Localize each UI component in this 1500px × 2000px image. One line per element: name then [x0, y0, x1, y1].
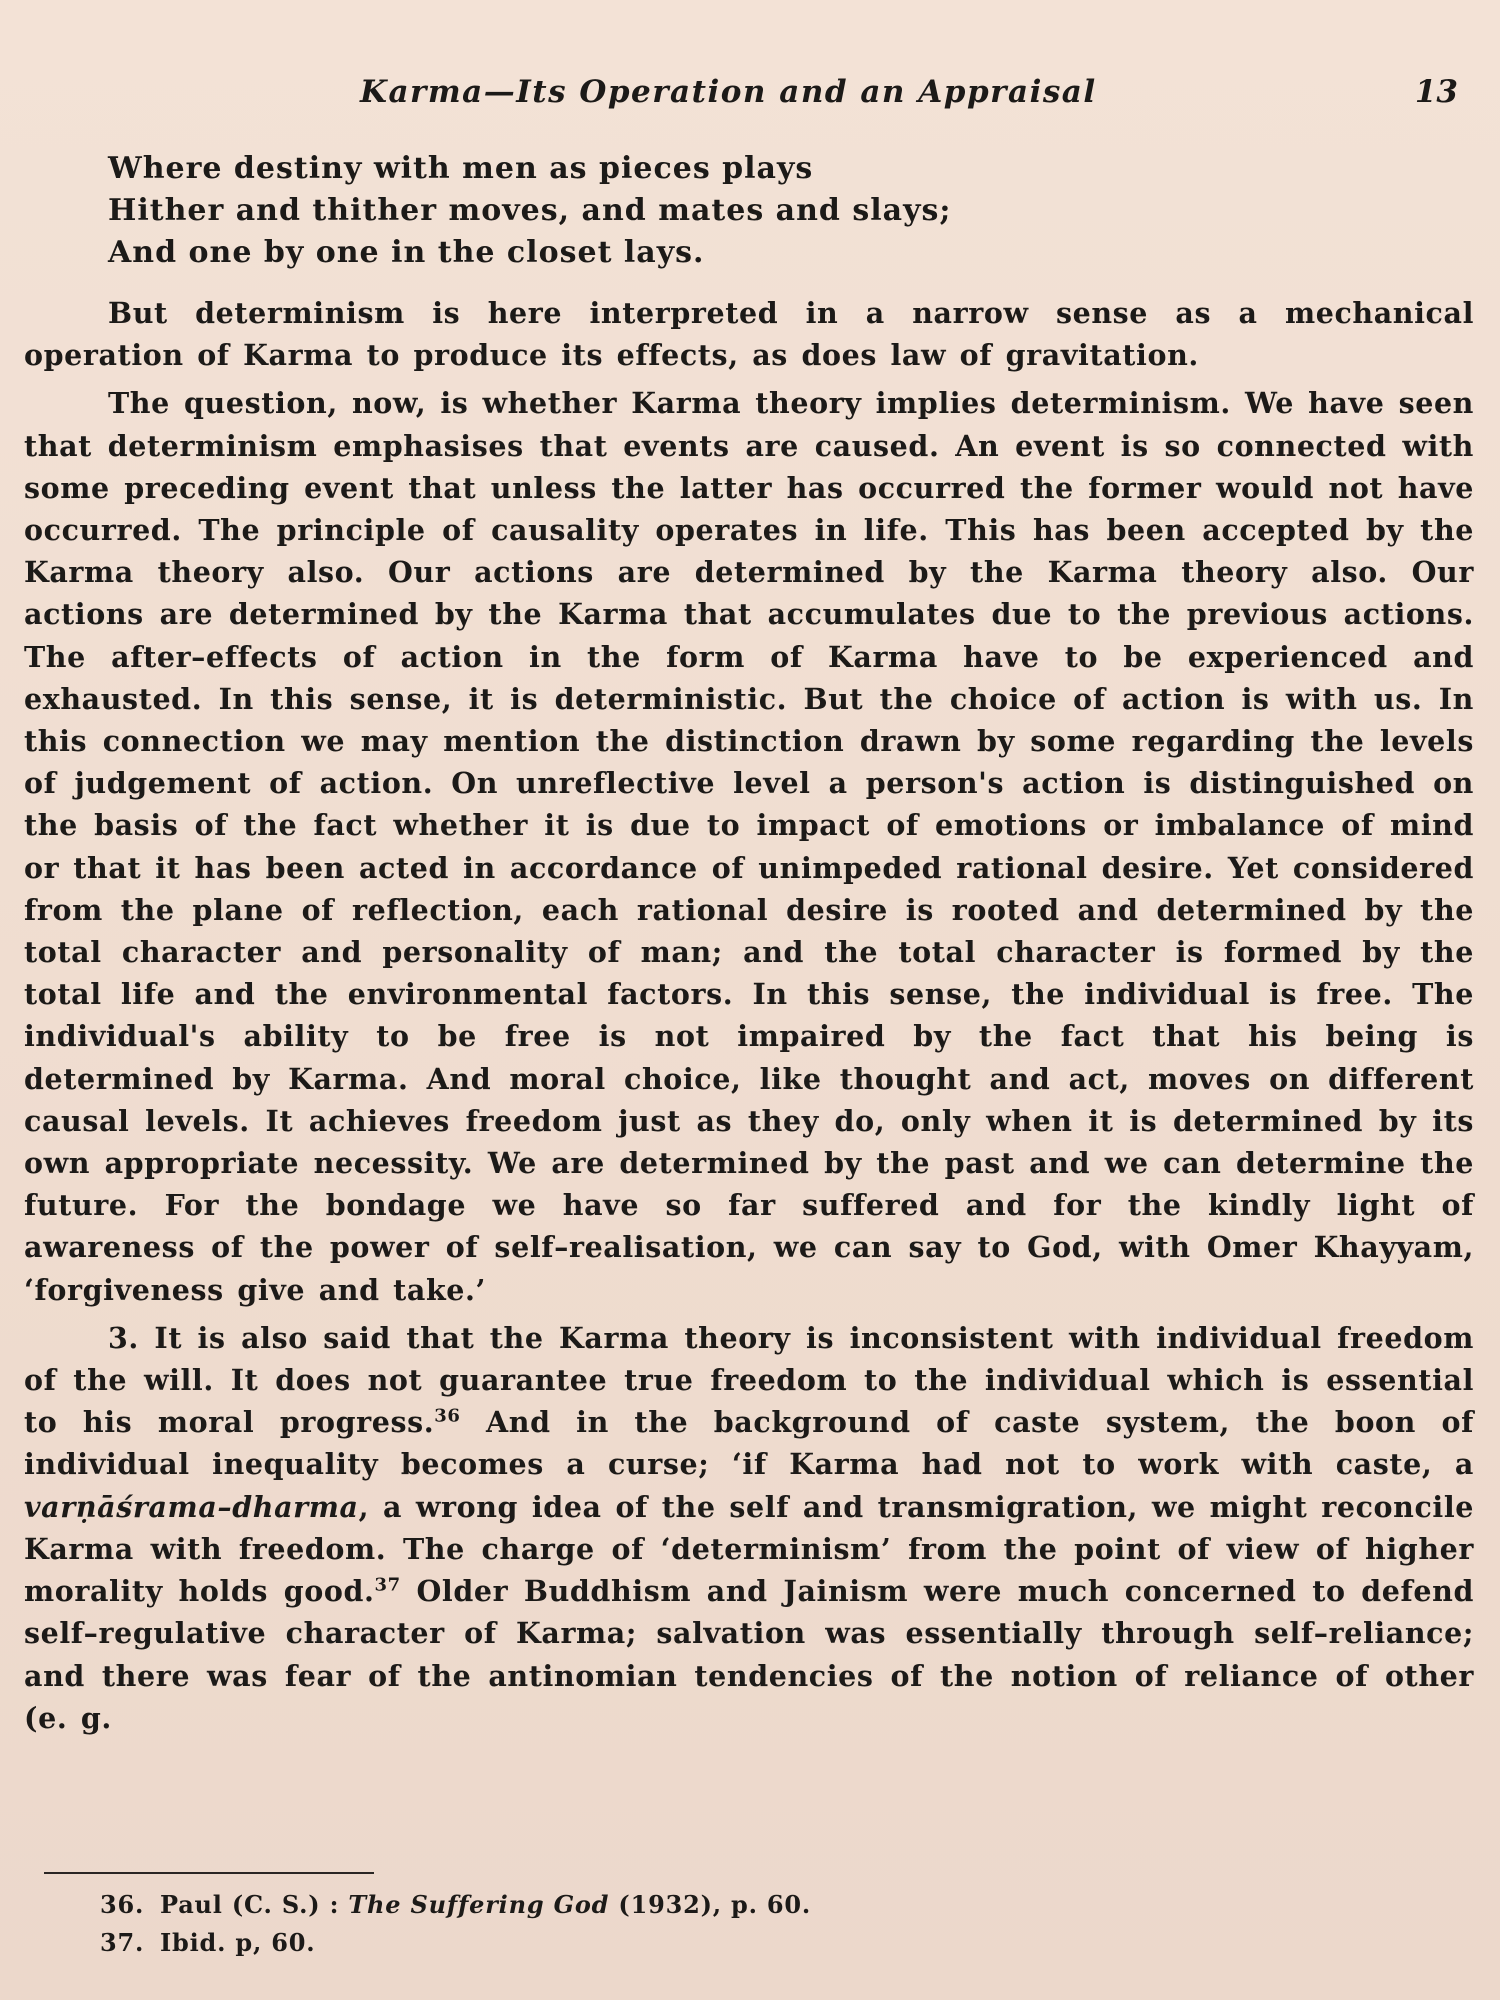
- footnote-divider: [44, 1872, 374, 1874]
- footnote-text: Ibid. p, 60.: [160, 1928, 316, 1957]
- verse-line: Where destiny with men as pieces plays: [108, 151, 814, 186]
- italic-term: varṇāśrama–dharma: [24, 1489, 359, 1524]
- footnote-text: Paul (C. S.) :: [160, 1890, 349, 1919]
- footnote-book-title: The Suffering God: [348, 1890, 610, 1919]
- footnote-text: (1932), p. 60.: [609, 1890, 812, 1919]
- footnotes: [44, 1872, 1444, 1962]
- paragraph-text: , a wrong idea of the self and transmigration, we might reconcile Karma with freedom. The charge of ‘determinism’ from the point of view of higher morality holds good.: [24, 1489, 1474, 1609]
- verse-line: Hither and thither moves, and mates and slays;: [108, 193, 952, 228]
- body-text: [24, 148, 1474, 1745]
- footnote-37: [44, 1924, 1444, 1962]
- footnote-ref-36[interactable]: 36: [434, 1405, 461, 1427]
- running-title: Karma—Its Operation and an Appraisal: [360, 74, 1097, 110]
- footnote-ref-37[interactable]: 37: [374, 1574, 401, 1596]
- paragraph-point-3: [24, 1317, 1474, 1739]
- footnote-36: [44, 1886, 1444, 1924]
- running-header: [0, 70, 1500, 118]
- verse-line: And one by one in the closet lays.: [108, 235, 705, 270]
- paragraph-karma-determinism: The question, now, is whether Karma theory implies determinism. We have seen that determinism emphasises that events are caused. An event is so connected with some preceding event that unless the latter has occurred the former would not have occurred. The principle of causality operates in life. This has been accepted by the Karma theory also. Our actions are determined by the Karma theory also. Our actions are determined by the Karma that accumulates due to the previous actions. The after–effects of action in the form of Karma have to be experienced and exhausted. In this sense, it is deterministic. But the choice of action is with us. In this connection we may mention the distinction drawn by some regarding the levels of judgement of action. On unreflective level a person's action is distinguished on the basis of the fact whether it is due to impact of emotions or imbalance of mind or that it has been acted in accordance of unimpeded rational desire. Yet considered from the plane of reflection, each rational desire is rooted and determined by the total character and personality of man; and the total character is formed by the total life and the environmental factors. In this sense, the individual is free. The individual's ability to be free is not impaired by the fact that his being is determined by Karma. And moral choice, like thought and act, moves on different causal levels. It achieves freedom just as they do, only when it is determined by its own appropriate necessity. We are determined by the past and we can determine the future. For the bondage we have so far suffered and for the kindly light of awareness of the power of self–realisation, we can say to God, with Omer Khayyam, ‘forgiveness give and take.’: [24, 386, 1474, 1307]
- paragraph-text: And in the background of caste system, the boon of individual inequality becomes a curse; ‘if Karma had not to work with caste, a: [24, 1405, 1474, 1482]
- page-number: 13: [1414, 74, 1458, 110]
- paragraph-determinism: But determinism is here interpreted in a narrow sense as a mechanical operation of Karma to produce its effects, as does law of gravitation.: [24, 296, 1474, 373]
- footnote-number: 36.: [100, 1890, 145, 1919]
- paragraph-text: 3. It is also said that the Karma theory is inconsistent with individual freedom of the will. It does not guarantee true freedom to the individual which is essential to his moral progress.: [24, 1320, 1474, 1440]
- verse-quote: [108, 148, 1474, 274]
- footnote-number: 37.: [100, 1928, 145, 1957]
- paragraph-text: Older Buddhism and Jainism were much concerned to defend self–regulative character of Karma; salvation was essentially through self–reliance; and there was fear of the antinomian tendencies of the notion of reliance of other (e. g.: [24, 1574, 1474, 1735]
